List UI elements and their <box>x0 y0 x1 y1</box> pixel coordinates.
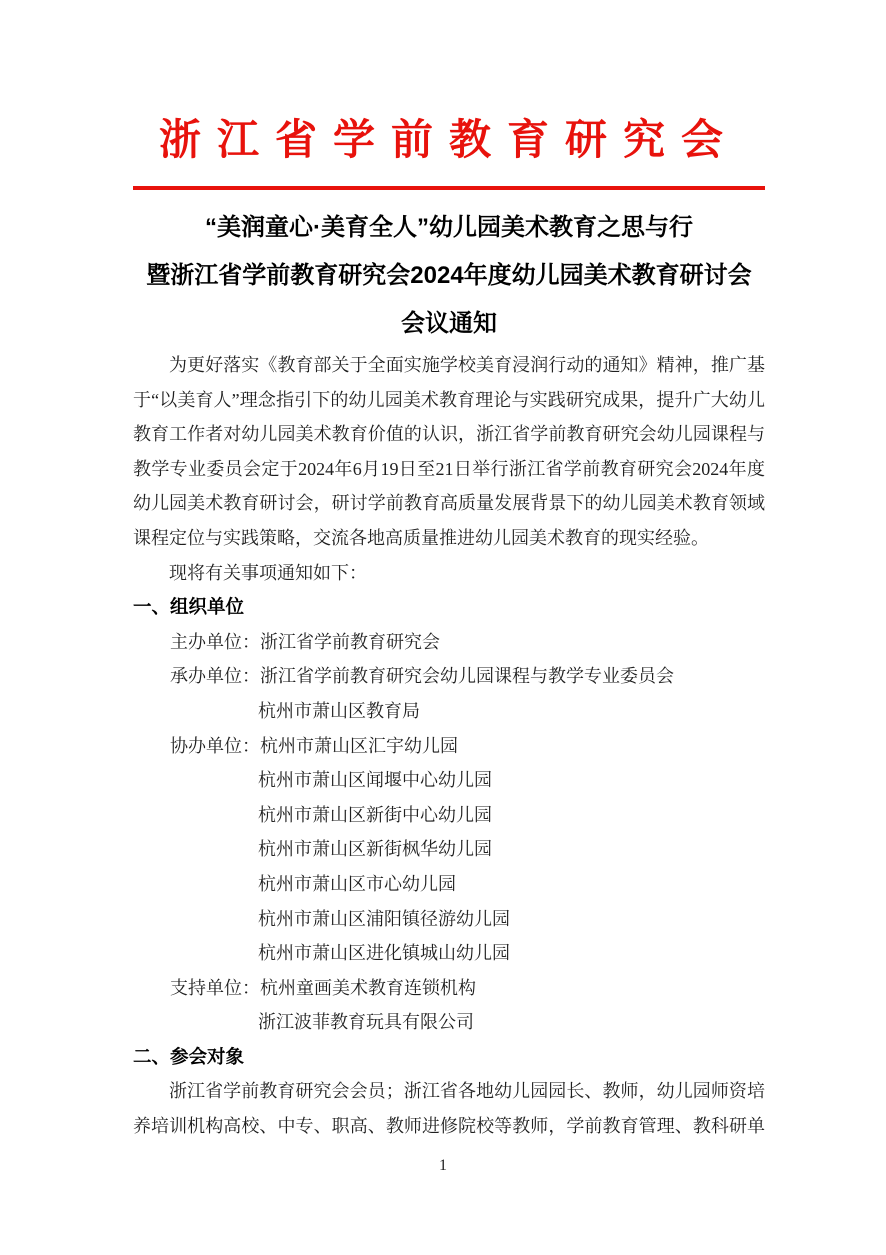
page-content <box>0 116 886 1144</box>
section-heading-organizers: 一、组织单位 <box>133 596 245 618</box>
title-line-3: 会议通知 <box>401 310 497 337</box>
unit-label: 支持单位： <box>170 977 260 998</box>
unit-label: 承办单位： <box>170 666 260 687</box>
unit-label <box>170 867 258 902</box>
unit-value: 杭州市萧山区闻堰中心幼儿园 <box>258 770 492 791</box>
unit-row-organizer <box>133 659 765 694</box>
unit-row-organizer-cont <box>133 694 765 729</box>
title-line-1: “美润童心·美育全人”幼儿园美术教育之思与行 <box>205 214 693 241</box>
unit-value: 浙江波菲教育玩具有限公司 <box>258 1012 474 1033</box>
title-line-2: 暨浙江省学前教育研究会2024年度幼儿园美术教育研讨会 <box>146 262 752 289</box>
unit-row-coorganizer-cont <box>133 832 765 867</box>
unit-row-coorganizer-cont <box>133 902 765 937</box>
unit-value: 杭州童画美术教育连锁机构 <box>260 977 476 998</box>
unit-value: 杭州市萧山区浦阳镇径游幼儿园 <box>258 908 510 929</box>
letterhead-org-name: 浙江省学前教育研究会 <box>158 118 739 164</box>
unit-label <box>170 763 258 798</box>
unit-row-supporter <box>133 971 765 1006</box>
unit-value: 杭州市萧山区汇宇幼儿园 <box>260 735 458 756</box>
unit-row-supporter-cont <box>133 1005 765 1040</box>
unit-label: 主办单位： <box>170 631 260 652</box>
unit-value: 杭州市萧山区教育局 <box>258 700 420 721</box>
unit-value: 杭州市萧山区市心幼儿园 <box>258 873 456 894</box>
intro-paragraph: 为更好落实《教育部关于全面实施学校美育浸润行动的通知》精神，推广基于“以美育人”理念指引下的幼儿园美术教育理论与实践研究成果，提升广大幼儿教育工作者对幼儿园美术教育价值的认识，浙江省学前教育研究会幼儿园课程与教学专业委员会定于2024年6月19日至21日举行浙江省学前教育研究会2024年度幼儿园美术教育研讨会，研讨学前教育高质量发展背景下的幼儿园美术教育领域课程定位与实践策略，交流各地高质量推进幼儿园美术教育的现实经验。 <box>133 355 765 548</box>
unit-value: 杭州市萧山区新街枫华幼儿园 <box>258 839 492 860</box>
unit-row-coorganizer-cont <box>133 798 765 833</box>
unit-value: 浙江省学前教育研究会 <box>260 631 440 652</box>
document-body <box>133 348 765 1144</box>
unit-row-coorganizer-cont <box>133 867 765 902</box>
unit-row-host <box>133 625 765 660</box>
attendees-paragraph: 浙江省学前教育研究会会员；浙江省各地幼儿园园长、教师，幼儿园师资培养培训机构高校、中专、职高、教师进修院校等教师，学前教育管理、教科研单 <box>133 1081 765 1137</box>
unit-value: 杭州市萧山区进化镇城山幼儿园 <box>258 943 510 964</box>
unit-row-coorganizer <box>133 729 765 764</box>
unit-value: 杭州市萧山区新街中心幼儿园 <box>258 804 492 825</box>
unit-row-coorganizer-cont <box>133 936 765 971</box>
notice-lead-line: 现将有关事项通知如下： <box>169 562 367 583</box>
letterhead-divider-rule <box>133 186 765 190</box>
unit-label <box>170 694 258 729</box>
unit-label: 协办单位： <box>170 735 260 756</box>
unit-label <box>170 936 258 971</box>
unit-value: 浙江省学前教育研究会幼儿园课程与教学专业委员会 <box>260 666 674 687</box>
section-heading-attendees: 二、参会对象 <box>133 1045 245 1067</box>
unit-label <box>170 832 258 867</box>
unit-row-coorganizer-cont <box>133 763 765 798</box>
page-number: 1 <box>439 1157 447 1174</box>
unit-label <box>170 902 258 937</box>
notice-title-block <box>133 204 765 348</box>
unit-label <box>170 798 258 833</box>
unit-label <box>170 1005 258 1040</box>
